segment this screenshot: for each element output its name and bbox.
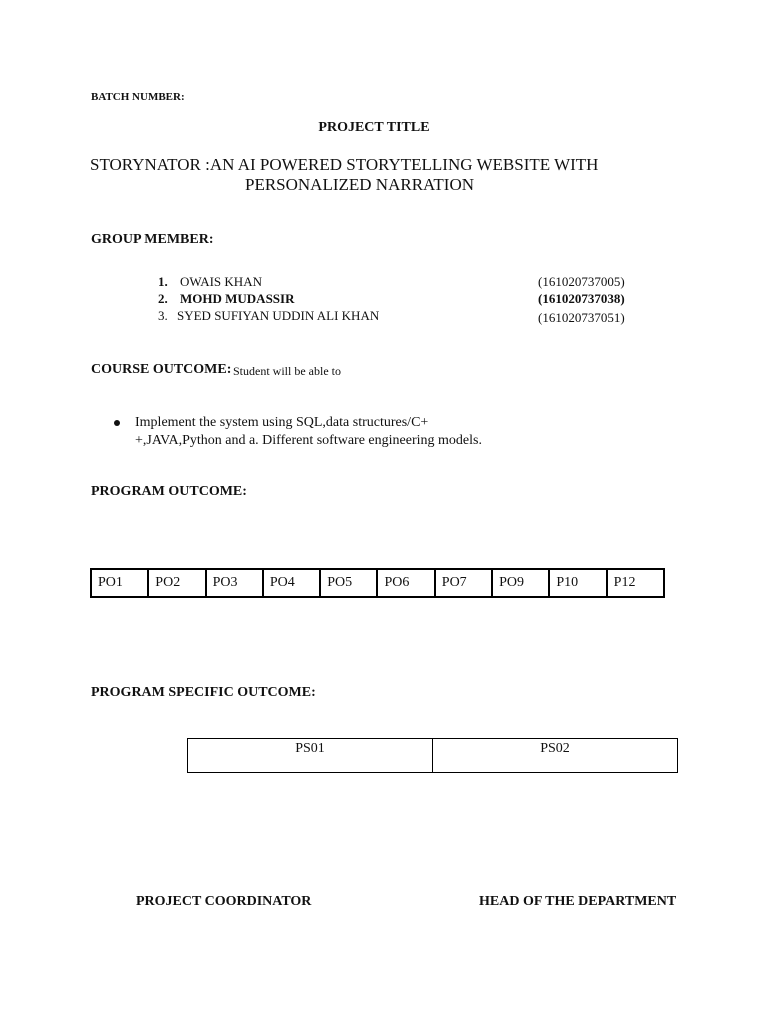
course-outcome-bullet-line-2: +,JAVA,Python and a. Different software engineering models. bbox=[135, 433, 482, 448]
po-cell: PO1 bbox=[91, 569, 148, 597]
program-outcome-label: PROGRAM OUTCOME: bbox=[91, 484, 247, 499]
member-name: SYED SUFIYAN UDDIN ALI KHAN bbox=[177, 308, 380, 323]
project-title-line-2: PERSONALIZED NARRATION bbox=[245, 175, 475, 194]
member-name: MOHD MUDASSIR bbox=[180, 291, 295, 306]
member-id: (161020737051) bbox=[538, 310, 625, 325]
pso-cell: PS02 bbox=[433, 739, 678, 773]
po-cell: PO9 bbox=[492, 569, 549, 597]
project-coordinator-signature-label: PROJECT COORDINATOR bbox=[136, 894, 312, 909]
member-number: 3. bbox=[158, 308, 168, 323]
batch-number-label: BATCH NUMBER: bbox=[91, 91, 185, 103]
member-id: (161020737005) bbox=[538, 274, 625, 289]
group-member-label: GROUP MEMBER: bbox=[91, 232, 214, 247]
pso-cell: PS01 bbox=[188, 739, 433, 773]
program-specific-outcome-table bbox=[187, 738, 678, 773]
po-cell: PO2 bbox=[148, 569, 205, 597]
program-outcome-table bbox=[90, 568, 665, 598]
member-number: 1. bbox=[158, 274, 168, 289]
table-row bbox=[91, 569, 664, 597]
po-cell: P10 bbox=[549, 569, 606, 597]
course-outcome-label: COURSE OUTCOME: bbox=[91, 362, 232, 377]
program-specific-outcome-label: PROGRAM SPECIFIC OUTCOME: bbox=[91, 685, 316, 700]
table-row bbox=[188, 739, 678, 773]
member-id: (161020737038) bbox=[538, 291, 625, 306]
po-cell: PO6 bbox=[377, 569, 434, 597]
po-cell: PO3 bbox=[206, 569, 263, 597]
po-cell: PO4 bbox=[263, 569, 320, 597]
head-of-department-signature-label: HEAD OF THE DEPARTMENT bbox=[479, 894, 677, 909]
course-outcome-bullet-line-1: Implement the system using SQL,data structures/C+ bbox=[135, 415, 429, 430]
course-outcome-text: Student will be able to bbox=[233, 364, 341, 378]
po-cell: P12 bbox=[607, 569, 664, 597]
project-title-line-1: STORYNATOR :AN AI POWERED STORYTELLING WEBSITE WITH bbox=[90, 155, 599, 174]
project-title-label: PROJECT TITLE bbox=[318, 120, 430, 135]
po-cell: PO7 bbox=[435, 569, 492, 597]
member-name: OWAIS KHAN bbox=[180, 274, 262, 289]
bullet-icon bbox=[114, 420, 120, 426]
member-number: 2. bbox=[158, 291, 168, 306]
po-cell: PO5 bbox=[320, 569, 377, 597]
